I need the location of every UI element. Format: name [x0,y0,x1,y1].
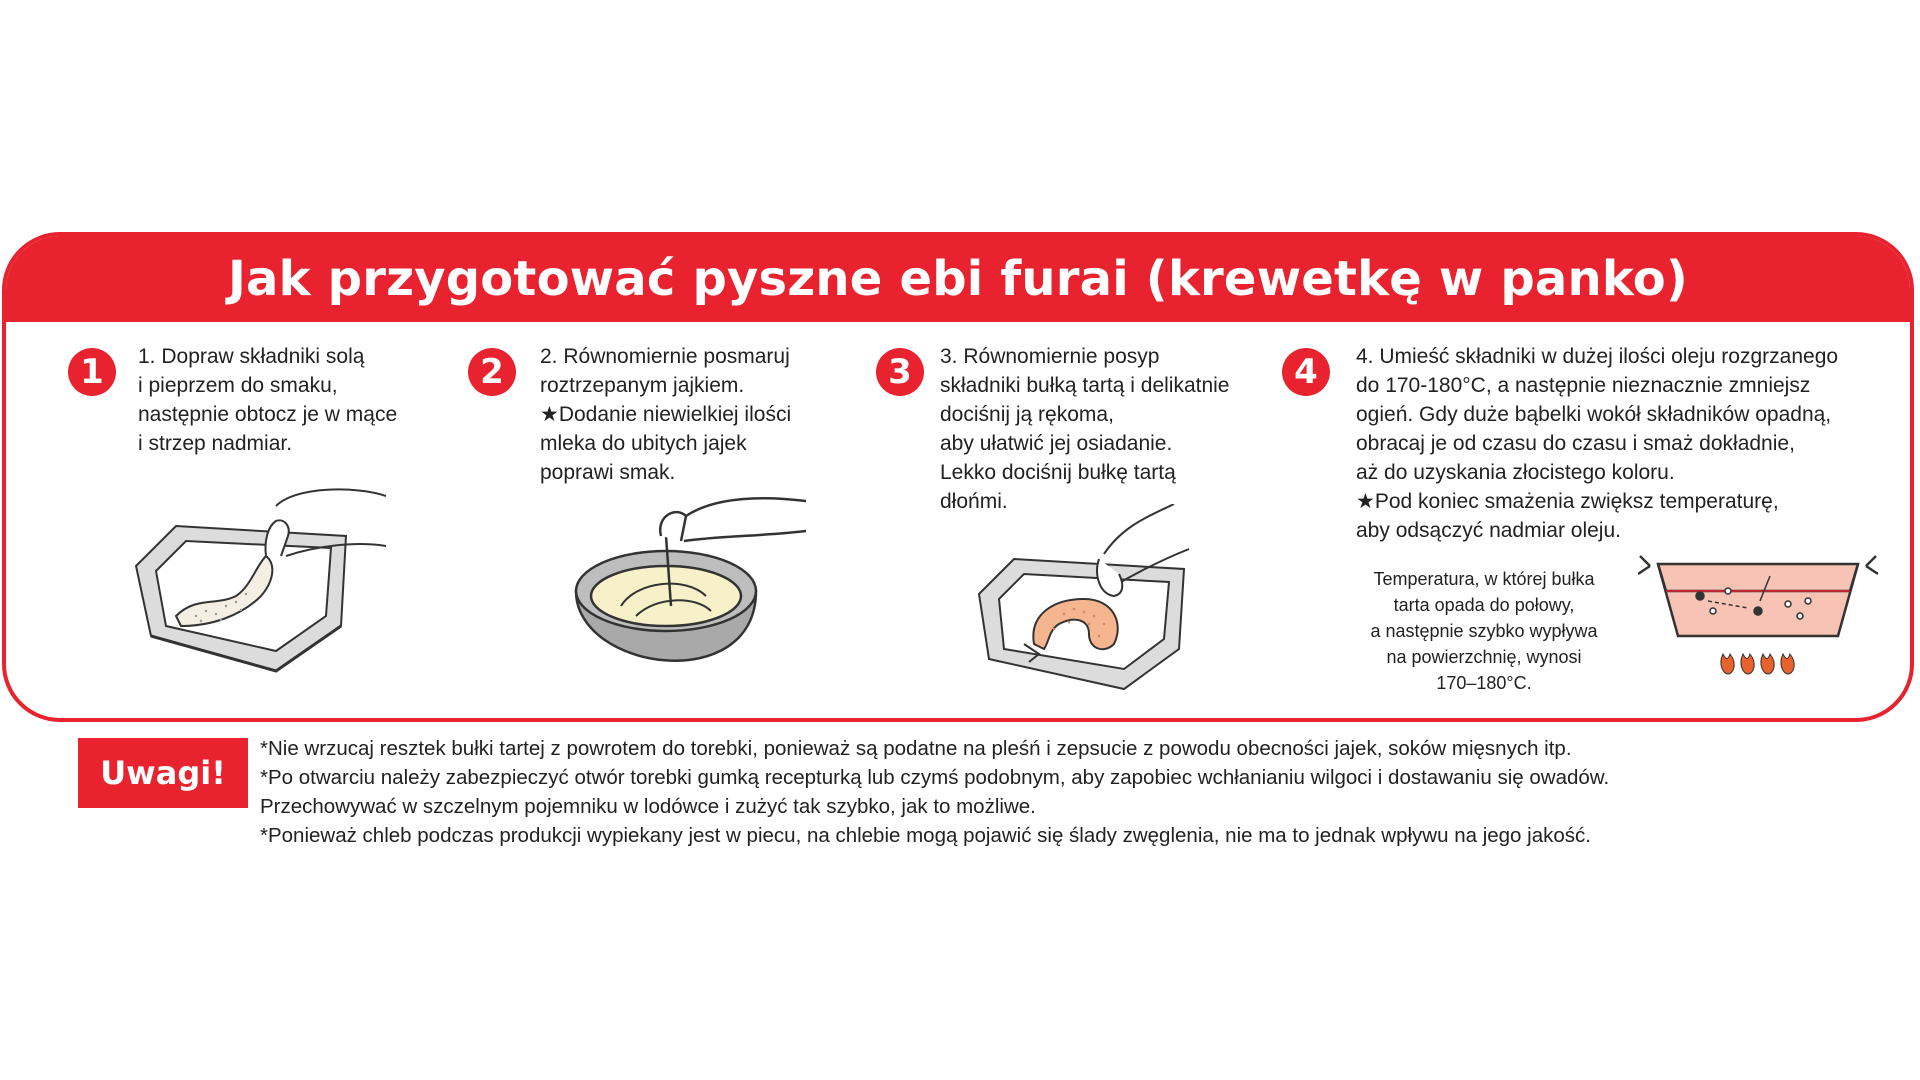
card-header [6,236,1910,322]
step-text-line: następnie obtocz je w mące [138,403,398,426]
step-text-line: do 170-180°C, a następnie nieznacznie zmniejsz [1356,374,1811,397]
step-number-badge: 4 [1282,348,1330,396]
step-text-line: 2. Równomiernie posmaruj [540,345,790,368]
step-text-line: ★Dodanie niewielkiej ilości [540,403,792,426]
step-text-line: aby odsączyć nadmiar oleju. [1356,519,1621,542]
step-text-line: dłońmi. [940,490,1008,513]
breading-tray-flour-icon [126,486,386,686]
step-text-line: 4. Umieść składniki w dużej ilości oleju rozgrzanego [1356,345,1839,368]
step-text-line: składniki bułką tartą i delikatnie [940,374,1230,397]
notes-list [260,734,1609,850]
step-text-line: mleka do ubitych jajek [540,432,747,455]
note-line: *Ponieważ chleb podczas produkcji wypiekany jest w piecu, na chlebie mogą pojawić się ślady zwęglenia, nie ma to jednak wpływu na jego jakość. [260,824,1591,847]
step-text [138,342,397,458]
step-number-badge: 1 [68,348,116,396]
step-text-line: Lekko dociśnij bułkę tartą [940,461,1176,484]
step-text-line: 3. Równomiernie posyp [940,345,1160,368]
step-number-badge: 3 [876,348,924,396]
note-line: Przechowywać w szczelnym pojemniku w lodówce i zużyć tak szybko, jak to możliwe. [260,795,1036,818]
step-text-line: aby ułatwić jej osiadanie. [940,432,1173,455]
note-line: *Nie wrzucaj resztek bułki tartej z powrotem do torebki, ponieważ są podatne na pleśń i zepsucie z powodu obecności jajek, soków mięsnych itp. [260,737,1572,760]
step-text-line: poprawi smak. [540,461,676,484]
frying-pot-oil-icon [1638,536,1878,696]
page-title: Jak przygotować pyszne ebi furai (krewetkę w panko) [227,251,1689,307]
step-text-line: dociśnij ją rękoma, [940,403,1114,426]
recipe-card [2,232,1914,722]
step-text-line: aż do uzyskania złocistego koloru. [1356,461,1675,484]
step-text [1356,342,1838,545]
temperature-note-line: Temperatura, w której bułka [1373,569,1595,589]
step-text-line: i strzep nadmiar. [138,432,293,455]
step-text-line: obracaj je od czasu do czasu i smaż dokładnie, [1356,432,1795,455]
notes-badge: Uwagi! [78,738,248,808]
temperature-note [1344,566,1624,696]
step-text [940,342,1230,516]
temperature-note-line: tarta opada do połowy, [1393,595,1575,615]
step-text-line: i pieprzem do smaku, [138,374,338,397]
step-text-line: ★Pod koniec smażenia zwiększ temperaturę, [1356,490,1779,513]
note-line: *Po otwarciu należy zabezpieczyć otwór torebki gumką recepturką lub czymś podobnym, aby zapobiec wchłanianiu wilgoci i dostawaniu się owadów. [260,766,1610,789]
step-text-line: 1. Dopraw składniki solą [138,345,365,368]
step-text-line: roztrzepanym jajkiem. [540,374,745,397]
step-text-line: ogień. Gdy duże bąbelki wokół składników opadną, [1356,403,1832,426]
temperature-note-line: na powierzchnię, wynosi [1386,647,1582,667]
step-text [540,342,791,487]
temperature-note-line: a następnie szybko wypływa [1370,621,1598,641]
breadcrumb-tray-shrimp-icon [974,504,1204,694]
egg-bowl-whisk-icon [566,496,806,696]
temperature-note-line: 170–180°C. [1436,673,1532,693]
step-number-badge: 2 [468,348,516,396]
